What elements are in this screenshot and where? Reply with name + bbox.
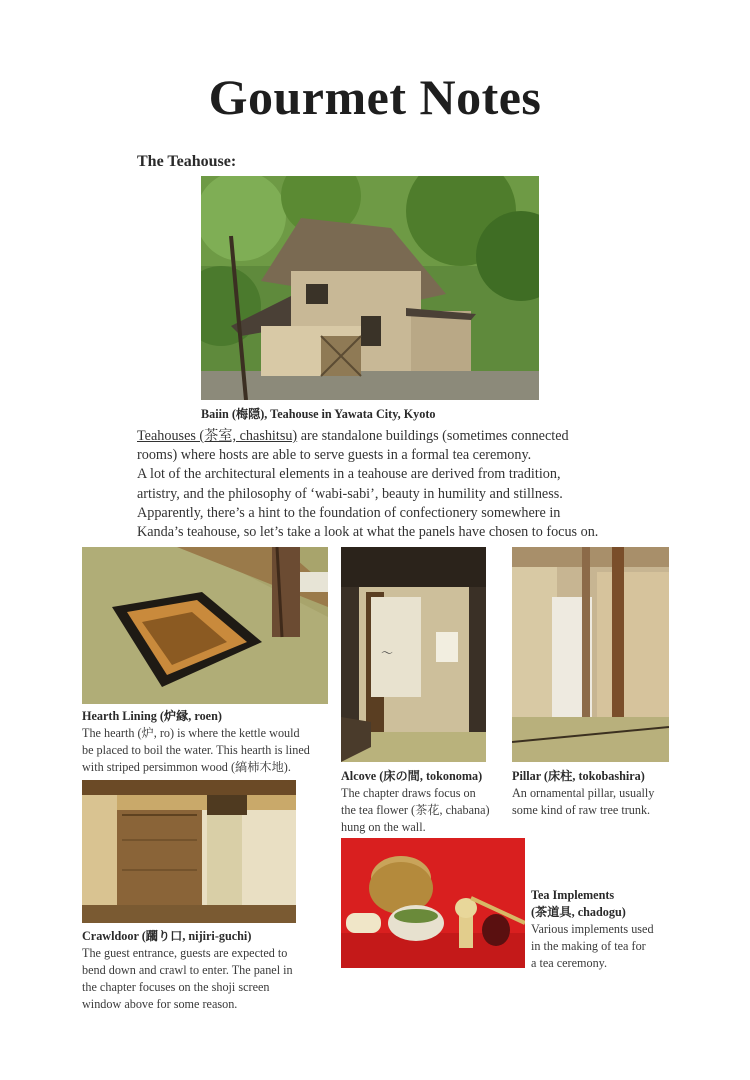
hearth-photo xyxy=(82,547,328,704)
intro-line: Apparently, there’s a hint to the foundation of confectionery somewhere in xyxy=(137,504,561,521)
alcove-title: Alcove (床の間, tokonoma) xyxy=(341,769,483,783)
intro-line: Kanda’s teahouse, so let’s take a look at what the panels have chosen to focus on. xyxy=(137,524,599,541)
crawldoor-line: window above for some reason. xyxy=(82,997,238,1011)
tea-implements-line: a tea ceremony. xyxy=(531,956,608,970)
alcove-line: hung on the wall. xyxy=(341,820,426,834)
hearth-title: Hearth Lining (炉縁, roen) xyxy=(82,709,222,723)
intro-paragraph xyxy=(137,427,657,542)
alcove-caption xyxy=(341,768,521,836)
pillar-line: An ornamental pillar, usually xyxy=(512,786,655,800)
intro-line: rooms) where hosts are able to serve guests in a formal tea ceremony. xyxy=(137,447,532,464)
intro-line: are standalone buildings (sometimes connected xyxy=(297,428,569,444)
crawldoor-title: Crawldoor (躙り口, nijiri-guchi) xyxy=(82,929,252,943)
teahouses-link[interactable]: Teahouses (茶室, chashitsu) xyxy=(137,428,298,444)
tea-implements-title-line1: Tea Implements xyxy=(531,888,615,902)
intro-line: artistry, and the philosophy of ‘wabi-sabi’, beauty in humility and stillness. xyxy=(137,485,563,502)
svg-text:〜: 〜 xyxy=(381,646,394,660)
section-heading: The Teahouse: xyxy=(137,153,237,170)
tea-implements-photo xyxy=(341,838,525,968)
pillar-caption xyxy=(512,768,692,819)
hearth-caption xyxy=(82,708,342,776)
hearth-line: The hearth (炉, ro) is where the kettle would xyxy=(82,726,300,740)
teahouse-photo xyxy=(201,176,539,400)
crawldoor-line: bend down and crawl to enter. The panel in xyxy=(82,963,293,977)
tea-implements-title-line2: (茶道具, chadogu) xyxy=(531,905,626,919)
tea-implements-line: Various implements used xyxy=(531,922,654,936)
teahouse-photo-caption: Baiin (梅隠), Teahouse in Yawata City, Kyoto xyxy=(201,407,436,421)
hearth-line: be placed to boil the water. This hearth is lined xyxy=(82,743,310,757)
pillar-photo xyxy=(512,547,669,762)
pillar-title: Pillar (床柱, tokobashira) xyxy=(512,769,645,783)
alcove-photo xyxy=(341,547,486,762)
alcove-line: The chapter draws focus on xyxy=(341,786,476,800)
intro-line: A lot of the architectural elements in a teahouse are derived from tradition, xyxy=(137,466,561,483)
crawldoor-photo xyxy=(82,780,296,923)
page-title: Gourmet Notes xyxy=(208,69,542,125)
crawldoor-line: the chapter focuses on the shoji screen xyxy=(82,980,270,994)
crawldoor-caption xyxy=(82,928,342,1013)
tea-implements-line: in the making of tea for xyxy=(531,939,646,953)
alcove-line: the tea flower (茶花, chabana) xyxy=(341,803,490,817)
hearth-line: with striped persimmon wood (縞柿木地). xyxy=(82,760,291,774)
tea-implements-caption xyxy=(531,887,731,972)
pillar-line: some kind of raw tree trunk. xyxy=(512,803,651,817)
crawldoor-line: The guest entrance, guests are expected to xyxy=(82,946,288,960)
